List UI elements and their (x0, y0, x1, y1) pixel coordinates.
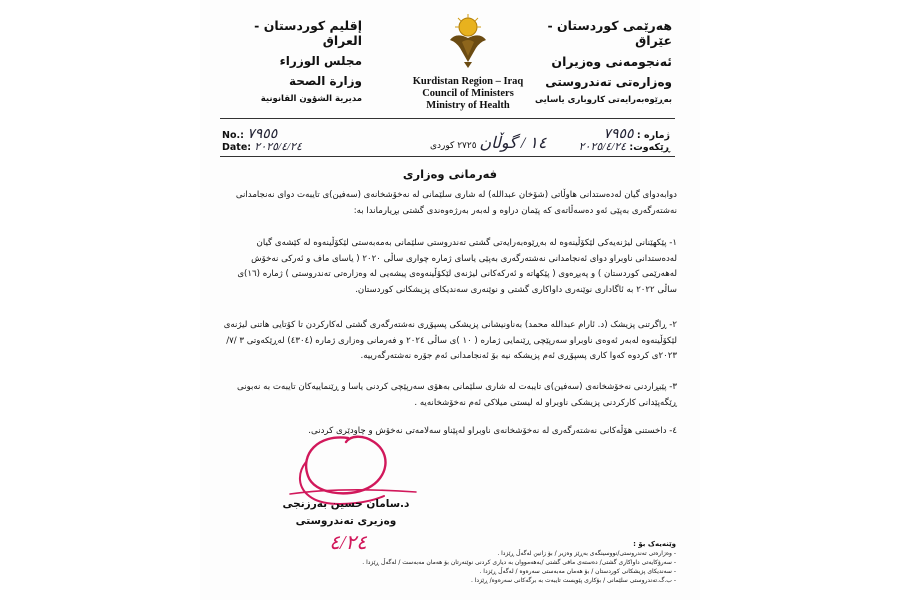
copies-list (236, 540, 676, 585)
arabic-header-line-1: إقليم كوردستان - العراق (254, 18, 362, 48)
header-divider (220, 118, 675, 119)
no-value-en: ٧٩٥٥ (247, 127, 278, 142)
copies-item: - وەزارەتی تەندروستی/نووسینگەی بەڕێز وەزیر / بۆ زانین لەگەڵ ڕێزدا . (497, 550, 676, 557)
copies-item: - سەرۆکایەتی داواکاری گشتی/ دەستەی مافی گشتی /بەهەمووان بە دیاری کردنی نوێنەرتان بۆ هەمان مەبەست / لەگەڵ ڕێزدا . (362, 559, 676, 566)
reference-divider (220, 156, 675, 157)
copies-heading: وێنەیەک بۆ : (633, 540, 676, 548)
date-value-ku: ٢٠٢٥/٤/٢٤ (578, 141, 627, 153)
signatory-title: وەزیری تەندروستی (295, 515, 397, 527)
signature-hand-date: ٤/٢٤ (329, 532, 367, 554)
decree-paragraph-1: ١- پێکهێنانی لیژنەیەکی لێکۆڵینەوە لە بەڕێوەبەرایەتی گشتی تەندروستی سلێمانی بەمەبەستی لێکۆڵینەوە لە کێشەی گیان لەدەستدانی ناوبراو دوای ئەنجامدانی نەشتەرگەری بەپێی یاسای ژمارە چواری ساڵی ٢٠٢٠ ( یاسای ماف و ئەرکی نەخۆش لەهەرێمی کوردستان ) و پەیڕەوی ( پێکهاتە و ئەرکەکانی لیژنەی لێکۆڵینەوەی پیشەیی لە وەزارەتی تەندروستی ) ژمارە (١٦)ی ساڵی ٢٠٢٢ بە ئاگاداری نوێنەری داواکاری گشتی و نوێنەری سەندیکای پزیشکانی کوردستان. (237, 238, 677, 295)
decree-paragraph-3: ٣- پێبڕاردنی نەخۆشخانەی (سەفین)ی تایبەت لە شاری سلێمانی بەهۆی سەرپێچی کردنی یاسا و ڕێنماییەکان تایبەت بە نەبونی ڕێگەپێدانی کارکردنی پزیشکی ناوبراو لە لیستی میلاکی ئەم نەخۆشخانەیە . (237, 382, 677, 408)
arabic-header (222, 18, 362, 104)
date-label-en: Date: (222, 142, 252, 153)
kurdish-header-line-2: ئەنجومەنی وەزیران (551, 54, 672, 69)
arabic-header-line-2: مجلس الوزراء (279, 54, 362, 68)
date-label-ku: ڕێکەوت: (629, 142, 670, 153)
reference-date-ku (579, 140, 670, 153)
signatory-name: د.سامان حسين بەرزنجی (282, 498, 410, 510)
decree-paragraph-2: ٢- ڕاگرتنی پزیشک (د. ئارام عبداللە محمد) بەناونیشانی پزیشکی پسپۆڕی نەشتەرگەری گشتی لەکارکردن تا کۆتایی هاتنی لیژنەی لێکۆڵینەوە لەبەر ئەوەی ناوبراو سەرپێچی ڕێنمایی ژمارە ( ١٠ )ی ساڵی ٢٠٢٤ و فەرمانی وەزاری ژمارە (٤٣٠٤) لەڕێکەوتی ٣ /٧/ ٢٠٢٣ی کردوە کەوا کاری پسپۆڕی ئەم پزیشکە نیە بۆ ئەنجامدانی ئەم جۆرە نەشتەرگەرییە. (223, 320, 677, 361)
no-label-en: No.: (222, 130, 244, 141)
kurdish-date-suffix: ٢٧٢٥ کوردی (430, 141, 477, 151)
decree-document (200, 0, 700, 600)
kurdish-calendar-date (430, 133, 546, 153)
kurdish-header-line-1: هەرێمی کوردستان - عێراق (547, 18, 672, 48)
no-value-ku: ٧٩٥٥ (603, 127, 634, 142)
no-label-ku: ژمارە : (636, 130, 670, 141)
copies-item: - سەندیکای پزیشکانی کوردستان / بۆ هەمان مەبەستی سەرەوە / لەگەڵ ڕێزدا . (479, 568, 676, 575)
kurdish-header-line-3: وەزارەتی تەندروستی (545, 75, 672, 89)
decree-intro: دوابەدوای گیان لەدەستدانی هاوڵاتی (شۆخان عبداللە) لە شاری سلێمانی لە نەخۆشخانەی (سەفین)ی تایبەت دوای نەنجامدانی نەشتەرگەری بەپێی ئەو دەسەڵاتەی کە پێمان دراوە و لەبەر بەرژەوەندی گشتی بڕیارماندا بە: (235, 190, 677, 216)
reference-date-en (222, 140, 302, 153)
date-value-en: ٢٠٢٥/٤/٢٤ (254, 141, 302, 153)
english-header-line-3: Ministry of Health (426, 100, 510, 111)
copies-item: - ب.گ.تەندروستی سلێمانی / بۆکاری پێویست تایبەت بە برگەکانی سەرەوە/ ڕێزدا . (470, 577, 676, 584)
kurdish-header-line-4: بەڕێوەبەرایەتی کاروباری یاسایی (535, 95, 672, 105)
decree-title: فەرمانی وەزاری (402, 167, 498, 181)
arabic-header-line-3: وزارة الصحة (288, 74, 362, 88)
english-header-line-2: Council of Ministers (422, 88, 514, 99)
english-header-line-1: Kurdistan Region – Iraq (412, 76, 524, 87)
english-header (390, 76, 546, 112)
decree-paragraph-4: ٤- داخستنی هۆڵەکانی نەشتەرگەری لە نەخۆشخانەی ناوبراو لەپێناو سەلامەتی نەخۆش و چاودێری کردنی. (308, 426, 677, 436)
eagle-emblem-icon (446, 12, 490, 70)
arabic-header-line-4: مديرية الشؤون القانونية (260, 94, 362, 104)
kurdish-date-hand: ١٤ / گوڵان (479, 135, 547, 152)
